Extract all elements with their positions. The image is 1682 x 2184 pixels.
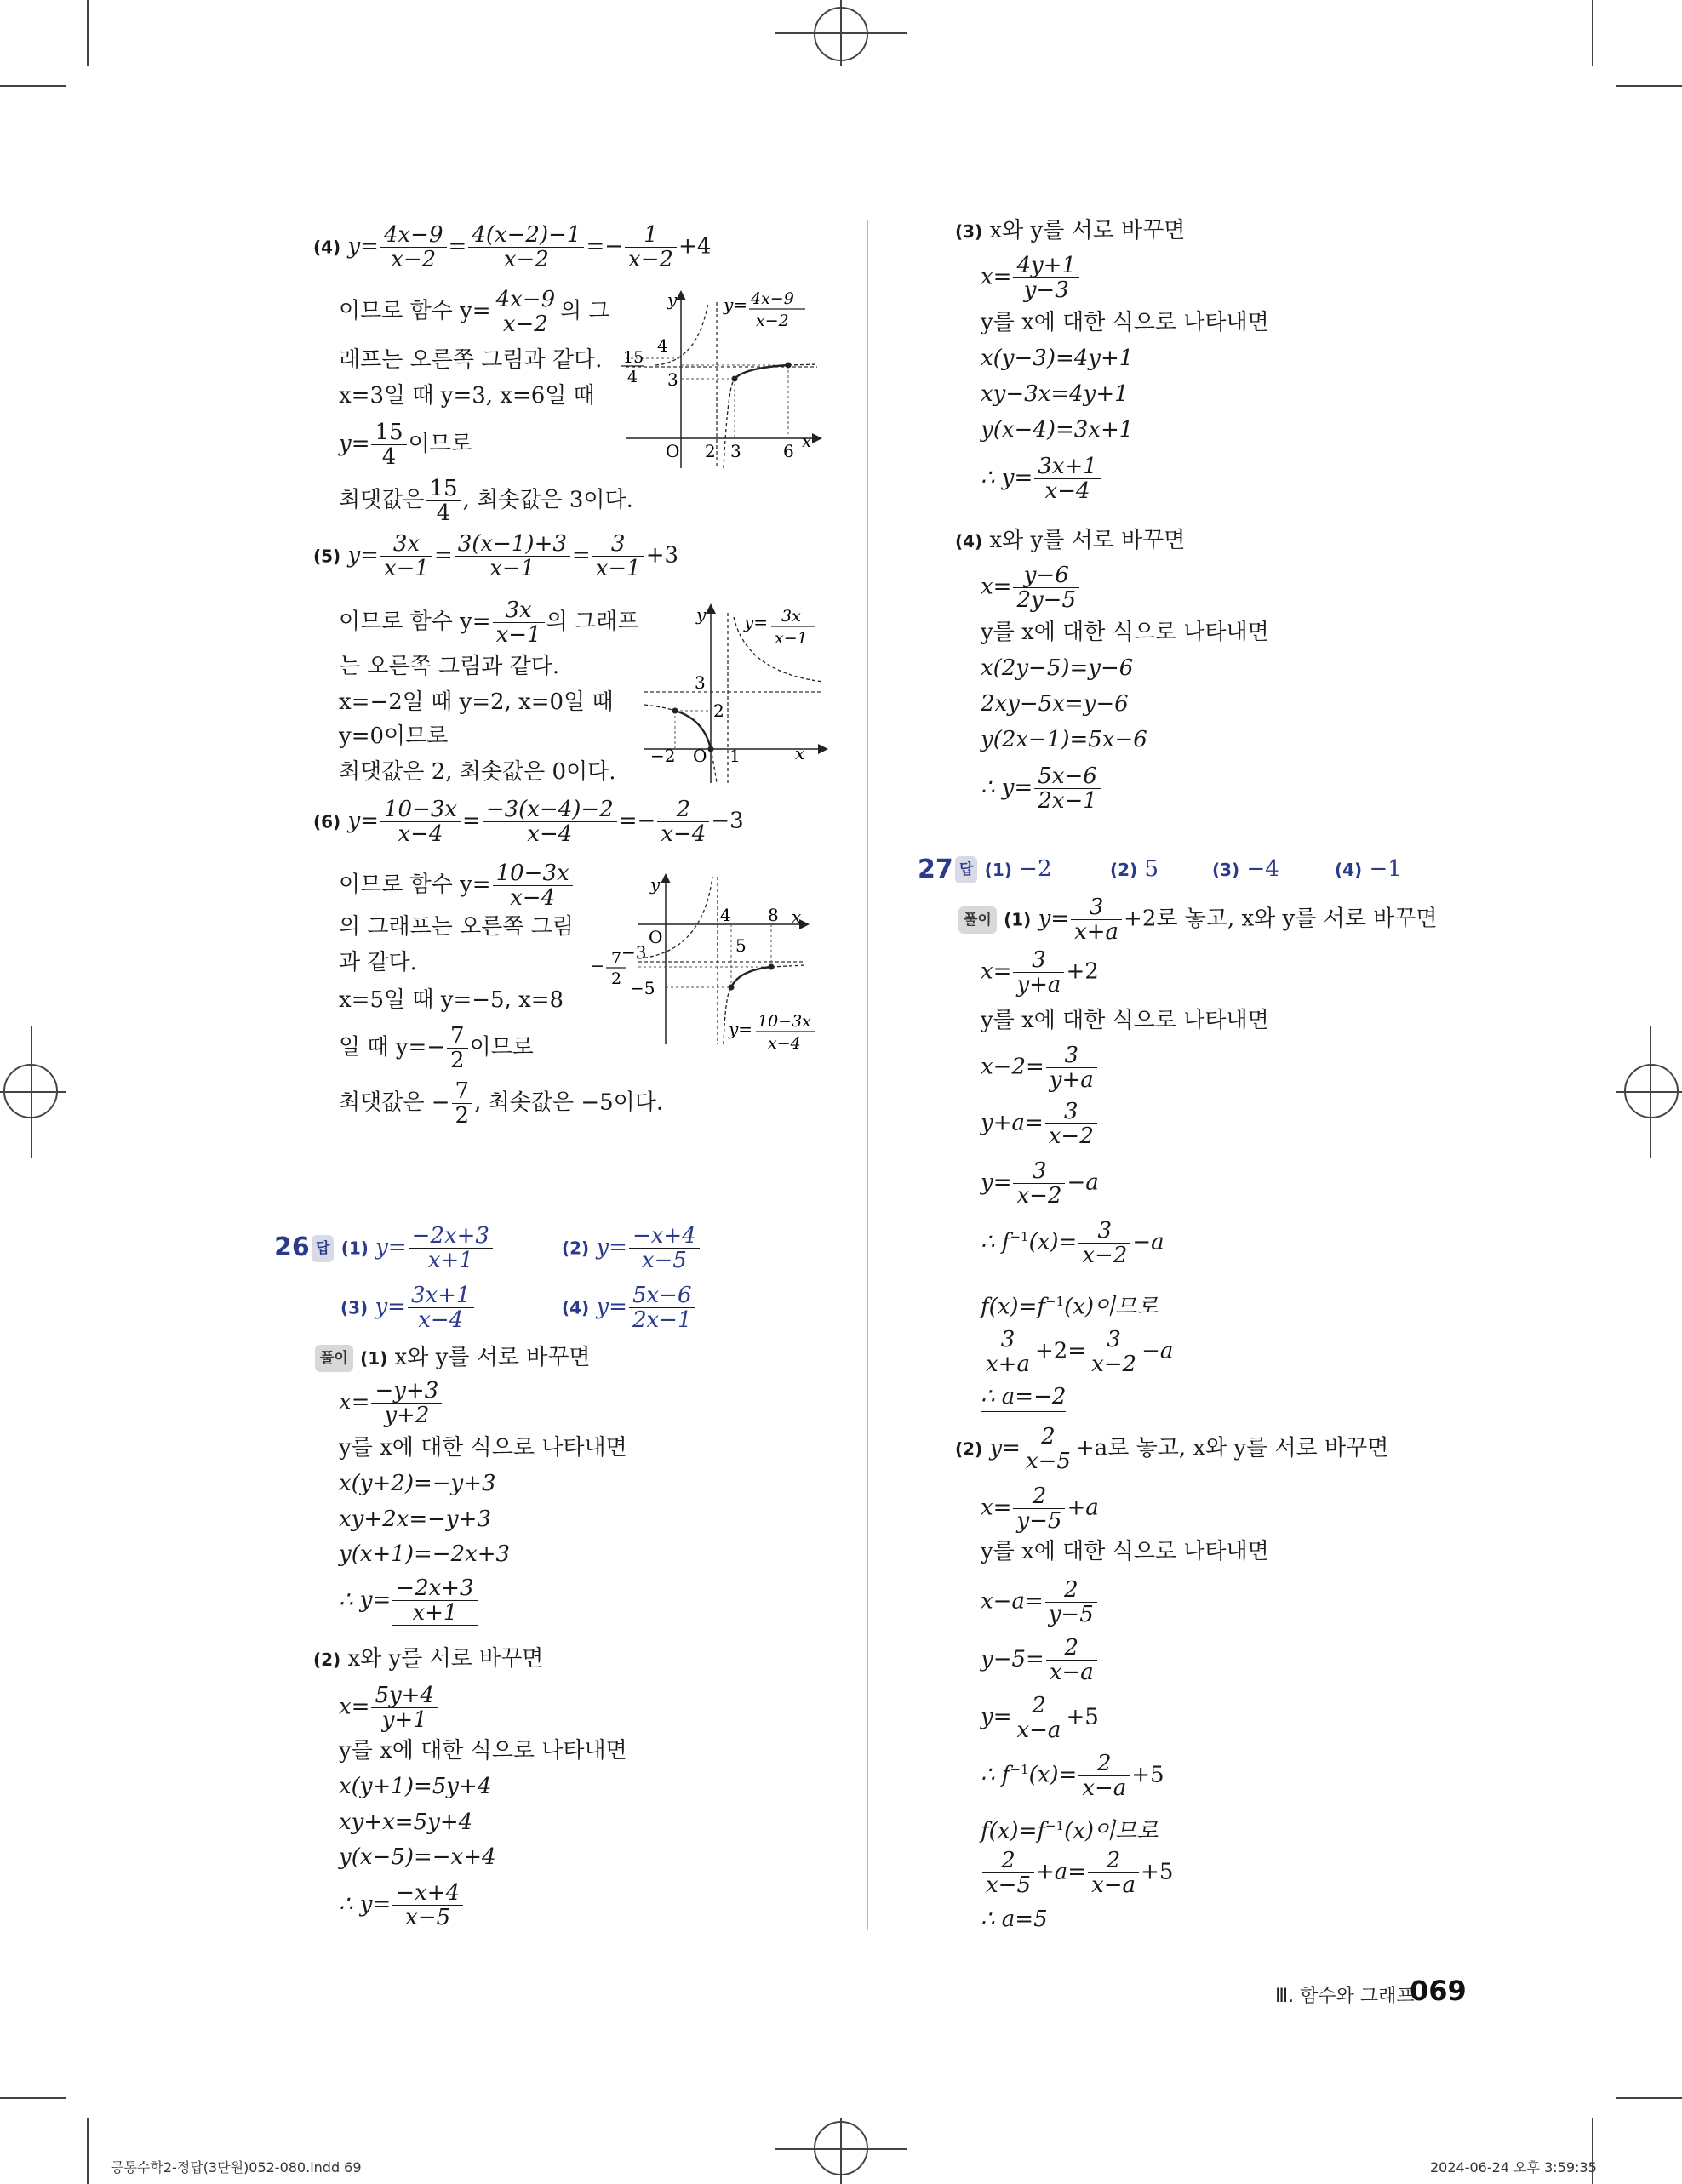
answer-badge: 답 <box>312 1235 334 1262</box>
q27-p2-line2: y를 x에 대한 식으로 나타내면 <box>981 1539 1269 1564</box>
svg-text:5: 5 <box>735 935 747 956</box>
question-number-26: 26 <box>274 1232 310 1262</box>
s4-line1: x= $\frac{y-6}{2y-5}$ <box>981 563 1081 612</box>
crop-mark <box>1616 85 1682 87</box>
q26-s1-line5: y(x+1)=−2x+3 <box>339 1541 511 1567</box>
svg-text:y: y <box>667 289 678 310</box>
q26-s2-line2: y를 x에 대한 식으로 나타내면 <box>339 1738 627 1764</box>
q27-p2-line5: y= $\frac{2}{x-a}$ +5 <box>981 1693 1099 1743</box>
svg-text:x−2: x−2 <box>756 312 789 330</box>
s3-line5: y(x−4)=3x+1 <box>981 417 1134 443</box>
p4-graph <box>613 285 826 472</box>
svg-text:O: O <box>666 441 680 461</box>
s3-line1: x= $\frac{4y+1}{y-3}$ <box>981 254 1081 302</box>
svg-text:y=: y= <box>744 612 769 632</box>
p6-line6: 최댓값은 − $\frac{7}{2}$ , 최솟값은 −5이다. <box>339 1078 664 1129</box>
p4-line5: 최댓값은 $\frac{15}{4}$ , 최솟값은 3이다. <box>339 476 633 526</box>
s3-head: (3) x와 y를 서로 바꾸면 <box>955 218 1186 243</box>
svg-text:3: 3 <box>695 672 706 693</box>
s4-line4: 2xy−5x=y−6 <box>981 691 1129 717</box>
q27-answer-4: (4) −1 <box>1335 856 1402 882</box>
svg-text:x−1: x−1 <box>775 629 808 648</box>
registration-mark <box>1650 1026 1651 1158</box>
svg-text:10−3x: 10−3x <box>758 1012 811 1031</box>
answer-badge: 답 <box>955 856 977 883</box>
s3-line2: y를 x에 대한 식으로 나타내면 <box>981 310 1269 335</box>
p6-equation: (6) y= $\frac{10-3x}{x-4}$ = $\frac{-3(x-4)-2}{x-4}$ =− $\frac{2}{x-4}$ −3 <box>313 797 744 847</box>
print-file-info: 공통수학2-정답(3단원)052-080.indd 69 <box>111 2159 362 2175</box>
curve-solid <box>731 967 771 987</box>
svg-text:4x−9: 4x−9 <box>751 289 794 308</box>
q27-p1-line8: $\frac{3}{x+a}$ +2= $\frac{3}{x-2}$ −a <box>981 1328 1173 1376</box>
q26-solution-2-head: (2) x와 y를 서로 바꾸면 <box>313 1646 544 1672</box>
q27-answers: 답 (1) −2 <box>955 856 1052 883</box>
q27-p2-line3: x−a= $\frac{2}{y-5}$ <box>981 1578 1099 1627</box>
svg-text:−2: −2 <box>650 746 676 766</box>
question-number-27: 27 <box>918 855 953 884</box>
q26-s2-result: ∴ y= $\frac{-x+4}{x-5}$ <box>339 1881 465 1930</box>
point-max <box>769 964 775 970</box>
p5-line2: 는 오른쪽 그림과 같다. <box>339 654 560 679</box>
q27-p1-line7: $f(x)=f^{-1}(x)$이므로 <box>981 1294 1159 1320</box>
svg-text:4: 4 <box>627 368 638 386</box>
svg-text:4: 4 <box>720 905 731 925</box>
s4-line5: y(2x−1)=5x−6 <box>981 727 1147 752</box>
q26-s1-result: ∴ y= $\frac{-2x+3}{x+1}$ <box>339 1576 479 1626</box>
p4-line3: x=3일 때 y=3, x=6일 때 <box>339 383 595 409</box>
q27-p2-line6: ∴ $f^{-1}(x)=$ $\frac{2}{x-a}$ +5 <box>981 1751 1164 1801</box>
q26-s1-line1: x= $\frac{-y+3}{y+2}$ <box>339 1379 443 1427</box>
svg-text:15: 15 <box>623 348 644 367</box>
q26-s2-line3: x(y+1)=5y+4 <box>339 1774 492 1799</box>
s3-line4: xy−3x=4y+1 <box>981 381 1129 407</box>
svg-text:6: 6 <box>783 441 794 461</box>
s4-result: ∴ y= $\frac{5x-6}{2x-1}$ <box>981 764 1102 813</box>
solution-badge: 풀이 <box>958 906 997 934</box>
curve-solid <box>675 711 711 749</box>
p5-line3: x=−2일 때 y=2, x=0일 때 <box>339 689 614 715</box>
q27-p1-line6: ∴ $f^{-1}(x)=$ $\frac{3}{x-2}$ −a <box>981 1218 1164 1268</box>
registration-mark <box>0 1091 66 1093</box>
p5-line4: y=0이므로 <box>339 723 449 749</box>
crop-mark <box>87 2118 89 2184</box>
q26-answer-4: (4) y= $\frac{5x-6}{2x-1}$ <box>562 1284 697 1332</box>
p5-line5: 최댓값은 2, 최솟값은 0이다. <box>339 759 616 785</box>
chapter-title: Ⅲ. 함수와 그래프 <box>1275 1986 1415 2007</box>
svg-text:y=: y= <box>724 294 748 315</box>
s3-result: ∴ y= $\frac{3x+1}{x-4}$ <box>981 455 1102 503</box>
svg-text:2: 2 <box>705 441 716 461</box>
svg-text:3: 3 <box>730 441 741 461</box>
q27-p2-line8: $\frac{2}{x-5}$ +a= $\frac{2}{x-a}$ +5 <box>981 1849 1173 1897</box>
q27-answer-2: (2) 5 <box>1110 856 1159 882</box>
q27-p1-line2: y를 x에 대한 식으로 나타내면 <box>981 1008 1269 1033</box>
p5-line1: 이므로 함수 y= $\frac{3x}{x-1}$ 의 그래프 <box>339 597 639 648</box>
svg-text:x−4: x−4 <box>768 1034 801 1053</box>
svg-text:7: 7 <box>611 949 622 968</box>
q26-s2-line1: x= $\frac{5y+4}{y+1}$ <box>339 1684 439 1732</box>
column-divider <box>867 220 868 1930</box>
crop-mark <box>0 2097 66 2099</box>
s4-line3: x(2y−5)=y−6 <box>981 655 1134 681</box>
svg-text:y=: y= <box>729 1019 753 1039</box>
crop-mark <box>87 0 89 66</box>
p6-graph <box>587 870 826 1053</box>
svg-text:O: O <box>649 927 663 947</box>
s3-line3: x(y−3)=4y+1 <box>981 346 1134 371</box>
point-max <box>672 708 678 714</box>
page-number: 069 <box>1410 1975 1467 2007</box>
q27-p2-result: ∴ a=5 <box>981 1907 1048 1932</box>
q27-p1-head: 풀이 (1) y= $\frac{3}{x+a}$ +2로 놓고, x와 y를 서로 바꾸면 <box>958 895 1437 944</box>
solution-badge: 풀이 <box>315 1345 353 1372</box>
p4-equation: (4) y= $\frac{4x-9}{x-2}$ = $\frac{4(x-2)-1}{x-2}$ =− $\frac{1}{x-2}$ +4 <box>313 222 712 272</box>
q27-p1-line4: y+a= $\frac{3}{x-2}$ <box>981 1100 1099 1148</box>
p6-line2: 의 그래프는 오른쪽 그림 <box>339 914 574 940</box>
q27-p1-line3: x−2= $\frac{3}{y+a}$ <box>981 1043 1099 1092</box>
p6-line3: 과 같다. <box>339 950 417 975</box>
svg-text:4: 4 <box>657 335 668 356</box>
q26-s1-line3: x(y+2)=−y+3 <box>339 1471 496 1496</box>
q26-answer-3: (3) y= $\frac{3x+1}{x-4}$ <box>340 1284 476 1332</box>
point-min <box>732 376 738 382</box>
registration-mark <box>840 2118 842 2184</box>
q27-p2-head: (2) y= $\frac{2}{x-5}$ +a로 놓고, x와 y를 서로 바꾸면 <box>955 1424 1389 1474</box>
registration-mark <box>31 1026 32 1158</box>
p4-line2: 래프는 오른쪽 그림과 같다. <box>339 347 603 373</box>
point-min <box>708 746 714 752</box>
svg-text:−5: −5 <box>630 978 655 998</box>
p6-line4: x=5일 때 y=−5, x=8 <box>339 987 564 1013</box>
svg-text:x: x <box>795 743 805 763</box>
svg-text:−3: −3 <box>621 942 647 963</box>
q27-p2-line4: y−5= $\frac{2}{x-a}$ <box>981 1636 1099 1684</box>
q27-p1-line1: x= $\frac{3}{y+a}$ +2 <box>981 947 1099 998</box>
svg-text:y: y <box>650 874 661 895</box>
q26-s2-line4: xy+x=5y+4 <box>339 1810 473 1835</box>
svg-text:x: x <box>792 906 802 927</box>
registration-mark <box>1616 1091 1682 1093</box>
q27-p1-line5: y= $\frac{3}{x-2}$ −a <box>981 1158 1099 1209</box>
q26-answer-row1: 답 (1) y= $\frac{-2x+3}{x+1}$ <box>312 1224 495 1272</box>
svg-text:1: 1 <box>729 746 741 766</box>
q27-p2-line1: x= $\frac{2}{y-5}$ +a <box>981 1484 1099 1534</box>
q27-p2-line7: $f(x)=f^{-1}(x)$이므로 <box>981 1818 1159 1844</box>
q26-solution-1-head: 풀이 (1) x와 y를 서로 바꾸면 <box>315 1345 591 1372</box>
q26-s2-line5: y(x−5)=−x+4 <box>339 1844 496 1870</box>
svg-text:x: x <box>802 431 812 451</box>
s4-head: (4) x와 y를 서로 바꾸면 <box>955 528 1186 553</box>
p6-line5: 일 때 y=− $\frac{7}{2}$ 이므로 <box>339 1023 534 1073</box>
crop-mark <box>0 85 66 87</box>
svg-text:O: O <box>693 746 707 766</box>
q27-answer-3: (3) −4 <box>1212 856 1279 882</box>
p4-line1: 이므로 함수 y= $\frac{4x-9}{x-2}$ 의 그 <box>339 287 610 337</box>
svg-text:3: 3 <box>667 369 678 390</box>
print-datetime: 2024-06-24 오후 3:59:35 <box>1430 2159 1597 2175</box>
svg-text:8: 8 <box>768 905 779 925</box>
svg-text:2: 2 <box>713 700 724 721</box>
q26-s1-line2: y를 x에 대한 식으로 나타내면 <box>339 1435 627 1461</box>
point-max <box>786 363 792 369</box>
registration-mark <box>840 0 842 66</box>
svg-text:y: y <box>696 604 707 625</box>
q27-p1-result: ∴ a=−2 <box>981 1384 1066 1412</box>
svg-text:2: 2 <box>611 969 622 988</box>
p4-line4: y= $\frac{15}{4}$ 이므로 <box>339 420 472 470</box>
p5-graph <box>640 600 829 787</box>
svg-text:−: − <box>591 957 604 975</box>
p6-line1: 이므로 함수 y= $\frac{10-3x}{x-4}$ <box>339 861 575 910</box>
crop-mark <box>1592 0 1593 66</box>
point-min <box>729 985 735 991</box>
svg-text:3x: 3x <box>781 607 801 626</box>
q26-answer-2: (2) y= $\frac{-x+4}{x-5}$ <box>562 1224 701 1272</box>
crop-mark <box>1616 2097 1682 2099</box>
s4-line2: y를 x에 대한 식으로 나타내면 <box>981 620 1269 645</box>
curve-solid <box>735 365 788 379</box>
p5-equation: (5) y= $\frac{3x}{x-1}$ = $\frac{3(x-1)+3}{x-1}$ = $\frac{3}{x-1}$ +3 <box>313 531 679 581</box>
q26-s1-line4: xy+2x=−y+3 <box>339 1507 491 1532</box>
